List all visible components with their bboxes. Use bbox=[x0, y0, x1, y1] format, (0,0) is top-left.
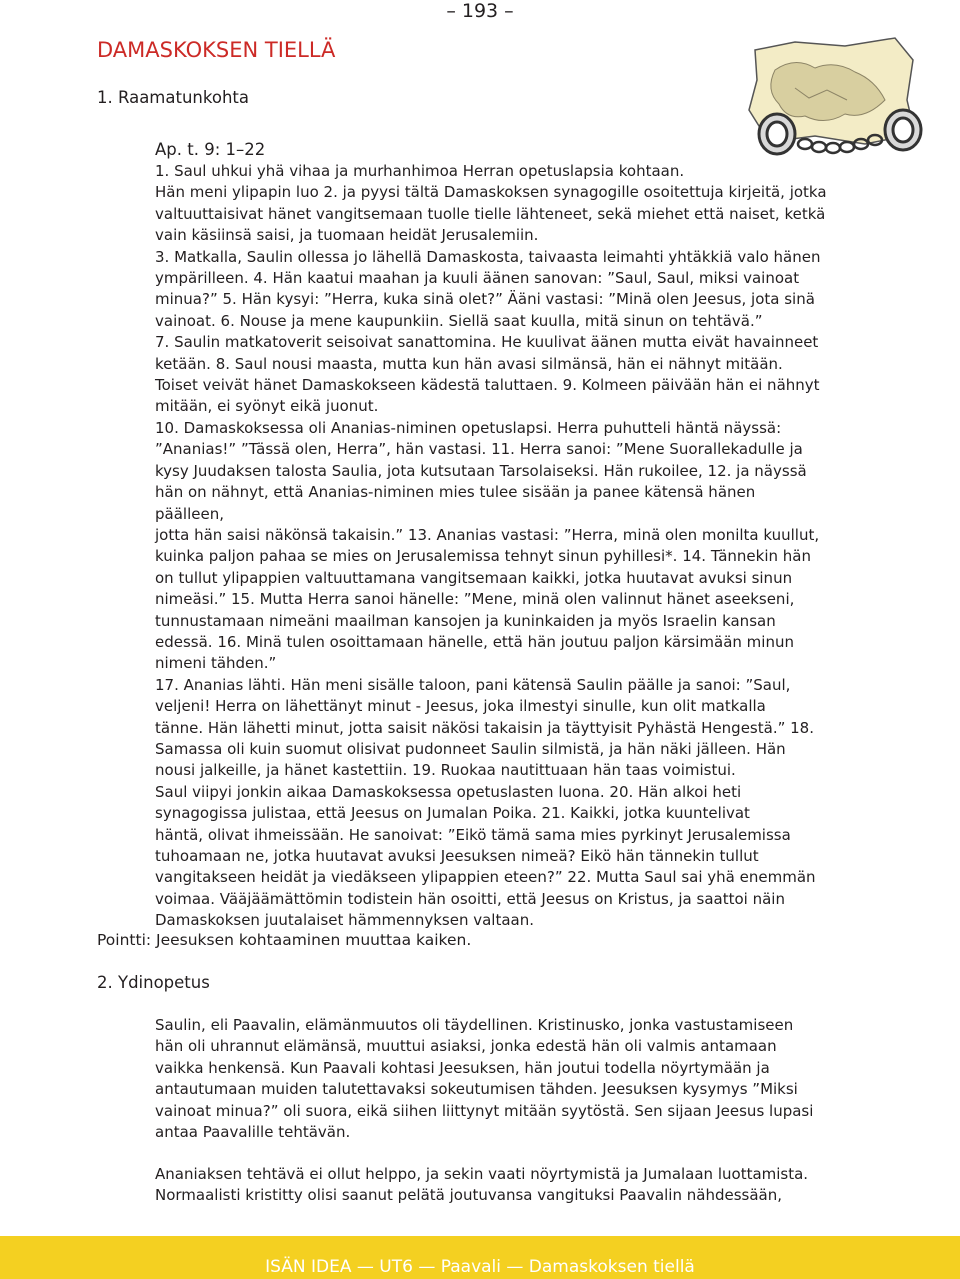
passage-line: veljeni! Herra on lähettänyt minut - Jeesus, joka ilmestyi sinulle, kun olit matkalla bbox=[155, 697, 766, 716]
passage-line: 10. Damaskoksessa oli Ananias-niminen opetuslapsi. Herra puhutteli häntä näyssä: bbox=[155, 418, 782, 437]
passage-line: hän on nähnyt, että Ananias-niminen mies tulee sisään ja panee kätensä hänen päälleen, bbox=[155, 483, 756, 523]
paragraph-line: Normaalisti kristitty olisi saanut pelätä joutuvansa vangituksi Paavalin nähdessään, bbox=[155, 1186, 782, 1205]
bible-passage bbox=[155, 161, 827, 932]
passage-line: valtuuttaisivat hänet vangitsemaan tuolle tielle lähteneet, sekä miehet että naiset, ketkä bbox=[155, 204, 826, 223]
passage-line: nimeni tähden.” bbox=[155, 654, 277, 673]
passage-line: 3. Matkalla, Saulin ollessa jo lähellä Damaskosta, taivaasta leimahti yhtäkkiä valo hänen bbox=[155, 247, 821, 266]
page-title: DAMASKOKSEN TIELLÄ bbox=[97, 38, 336, 62]
passage-line: 7. Saulin matkatoverit seisoivat sanattomina. He kuulivat äänen mutta eivät havainneet bbox=[155, 333, 819, 352]
passage-line: tuhoamaan ne, jotka huutavat avuksi Jeesuksen nimeä? Eikö hän tännekin tullut bbox=[155, 847, 759, 865]
passage-line: jotta hän saisi näkönsä takaisin.” 13. Ananias vastasi: ”Herra, minä olen monilta kuullut, bbox=[155, 525, 820, 544]
paragraph-line: antaa Paavalille tehtävän. bbox=[155, 1123, 351, 1142]
passage-line: synagogissa julistaa, että Jeesus on Jumalan Poika. 21. Kaikki, jotka kuuntelivat bbox=[155, 804, 750, 823]
paragraph-line: Ananiaksen tehtävä ei ollut helppo, ja sekin vaati nöyrtymistä ja Jumalaan luottamista. bbox=[155, 1165, 809, 1183]
core-teaching-paragraph-1 bbox=[155, 1015, 827, 1143]
bible-reference: Ap. t. 9: 1–22 bbox=[155, 140, 266, 159]
passage-line: tunnustamaan nimeäni maailman kansojen ja kuninkaiden ja myös Israelin kansan bbox=[155, 611, 776, 630]
map-with-shackles-illustration bbox=[735, 30, 935, 170]
passage-line: voimaa. Vääjäämättömin todistein hän osoitti, että Jeesus on Kristus, ja saattoi näin bbox=[155, 889, 785, 908]
passage-line: ketään. 8. Saul nousi maasta, mutta kun hän avasi silmänsä, hän ei nähnyt mitään. bbox=[155, 354, 783, 373]
paragraph-line: vainoat minua?” oli suora, eikä siihen liittynyt mitään syytöstä. Sen sijaan Jeesus lupasi bbox=[155, 1101, 814, 1120]
paragraph-line: hän oli uhrannut elämänsä, muuttui asiaksi, jonka edestä hän oli valmis antamaan bbox=[155, 1037, 777, 1056]
passage-line: minua?” 5. Hän kysyi: ”Herra, kuka sinä olet?” Ääni vastasi: ”Minä olen Jeesus, jota sinä bbox=[155, 290, 815, 309]
paragraph-line: vaikka henkensä. Kun Paavali kohtasi Jeesuksen, hän joutui todella nöyrtymään ja bbox=[155, 1058, 770, 1077]
passage-line: Damaskoksen juutalaiset hämmennyksen valtaan. bbox=[155, 911, 534, 930]
passage-line: edessä. 16. Minä tulen osoittamaan hänelle, että hän joutuu paljon kärsimään minun bbox=[155, 632, 794, 651]
footer-text: ISÄN IDEA — UT6 — Paavali — Damaskoksen tiellä bbox=[265, 1257, 695, 1277]
passage-line: vainoat. 6. Nouse ja mene kaupunkiin. Siellä saat kuulla, mitä sinun on tehtävä.” bbox=[155, 311, 763, 330]
passage-line: 1. Saul uhkui yhä vihaa ja murhanhimoa Herran opetuslapsia kohtaan. bbox=[155, 162, 685, 180]
passage-line: häntä, olivat ihmeissään. He sanoivat: ”Eikö tämä sama mies pyrkinyt Jerusalemissa bbox=[155, 825, 791, 844]
core-teaching-paragraph-2 bbox=[155, 1164, 827, 1207]
page-number: – 193 – bbox=[446, 0, 514, 22]
passage-line: vangitakseen heidät ja viedäkseen ylipappien eteen?” 22. Mutta Saul sai yhä enemmän bbox=[155, 868, 816, 887]
passage-line: nousi jalkeille, ja hänet kastettiin. 19. Ruokaa nautittuaan hän taas voimistui. bbox=[155, 761, 736, 780]
key-point: Pointti: Jeesuksen kohtaaminen muuttaa kaiken. bbox=[97, 931, 472, 949]
passage-line: kysy Juudaksen talosta Saulia, jota kutsutaan Tarsolaiseksi. Hän rukoilee, 12. ja näyssä bbox=[155, 461, 807, 480]
passage-line: Toiset veivät hänet Damaskokseen kädestä taluttaen. 9. Kolmeen päivään hän ei nähnyt bbox=[155, 376, 820, 395]
passage-line: Samassa oli kuin suomut olisivat pudonneet Saulin silmistä, ja hän näki jälleen. Hän bbox=[155, 739, 786, 758]
passage-line: 17. Ananias lähti. Hän meni sisälle taloon, pani kätensä Saulin päälle ja sanoi: ”Saul, bbox=[155, 675, 791, 694]
passage-line: ”Ananias!” ”Tässä olen, Herra”, hän vastasi. 11. Herra sanoi: ”Mene Suorallekadulle ja bbox=[155, 440, 803, 459]
passage-line: kuinka paljon pahaa se mies on Jerusalemissa tehnyt sinun pyhillesi*. 14. Tännekin hän bbox=[155, 547, 811, 566]
passage-line: mitään, ei syönyt eikä juonut. bbox=[155, 397, 379, 416]
passage-line: ympärilleen. 4. Hän kaatui maahan ja kuuli äänen sanovan: ”Saul, Saul, miksi vainoat bbox=[155, 269, 800, 288]
section-heading-bible-passage: 1. Raamatunkohta bbox=[97, 88, 249, 107]
passage-line: tänne. Hän lähetti minut, jotta saisit näkösi takaisin ja täyttyisit Pyhästä Hengestä.” 18. bbox=[155, 718, 814, 737]
passage-line: on tullut ylipappien valtuuttamana vangitsemaan kaikki, jotka huutavat avuksi sinun bbox=[155, 568, 793, 587]
passage-line: nimeäsi.” 15. Mutta Herra sanoi hänelle: ”Mene, minä olen valinnut hänet aseekseni, bbox=[155, 590, 795, 609]
passage-line: vain käsiinsä saisi, ja tuomaan heidät Jerusalemiin. bbox=[155, 226, 539, 245]
section-heading-core-teaching: 2. Ydinopetus bbox=[97, 973, 210, 992]
paragraph-line: Saulin, eli Paavalin, elämänmuutos oli täydellinen. Kristinusko, jonka vastustamiseen bbox=[155, 1016, 794, 1034]
paragraph-line: antautumaan muiden talutettavaksi sokeutumisen tähden. Jeesuksen kysymys ”Miksi bbox=[155, 1080, 798, 1099]
passage-line: Hän meni ylipapin luo 2. ja pyysi tältä Damaskoksen synagogille osoitettuja kirjeitä, jotka bbox=[155, 183, 827, 202]
passage-line: Saul viipyi jonkin aikaa Damaskoksessa opetuslasten luona. 20. Hän alkoi heti bbox=[155, 782, 742, 801]
